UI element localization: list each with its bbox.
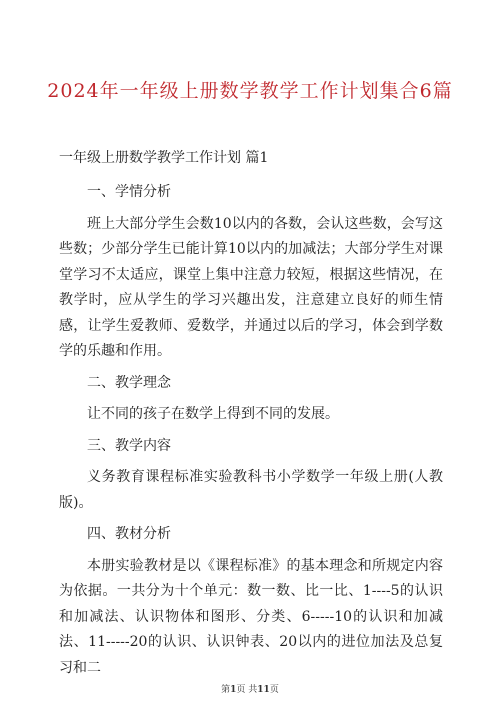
- page-prefix: 第: [221, 685, 231, 695]
- page-current-number: 1: [230, 685, 237, 695]
- page-footer: [0, 684, 500, 696]
- paragraph-learning-analysis: 班上大部分学生会数10以内的各数，会认这些数，会写这些数；少部分学生已能计算10以内的加减法；大部分学生对课堂学习不太适应，课堂上集中注意力较短，根据这些情况，在教学时，应从学生的学习兴趣出发，注意建立良好的师生情感，让学生爱教师、爱数学，并通过以后的学习，体会到学数学的乐趣和作用。: [59, 215, 443, 359]
- page-total-number: 11: [257, 685, 270, 695]
- heading-teaching-content: 三、教学内容: [87, 437, 171, 454]
- heading-learning-analysis: 一、学情分析: [87, 184, 171, 200]
- heading-teaching-philosophy: 二、教学理念: [87, 374, 171, 391]
- section-title: 一年级上册数学教学工作计划 篇1: [59, 150, 269, 166]
- page-middle: 页 共: [236, 685, 258, 695]
- paragraph-teaching-content: 义务教育课程标准实验教科书小学数学一年级上册(人教版)。: [59, 469, 443, 511]
- document-title: 2024年一年级上册数学教学工作计划集合6篇: [47, 80, 453, 102]
- page-suffix: 页: [269, 685, 279, 695]
- document-body: [59, 148, 443, 687]
- paragraph-teaching-philosophy: 让不同的孩子在数学上得到不同的发展。: [87, 406, 339, 422]
- heading-textbook-analysis: 四、教材分析: [87, 526, 171, 542]
- paragraph-textbook-analysis: 本册实验教材是以《课程标准》的基本理念和所规定内容为依据。一共分为十个单元：数一数、比一比、1----5的认识和加减法、认识物体和图形、分类、6-----10的认识和加减法、11-----20的认识、认识钟表、20以内的进位加法及总复习和二: [59, 557, 443, 676]
